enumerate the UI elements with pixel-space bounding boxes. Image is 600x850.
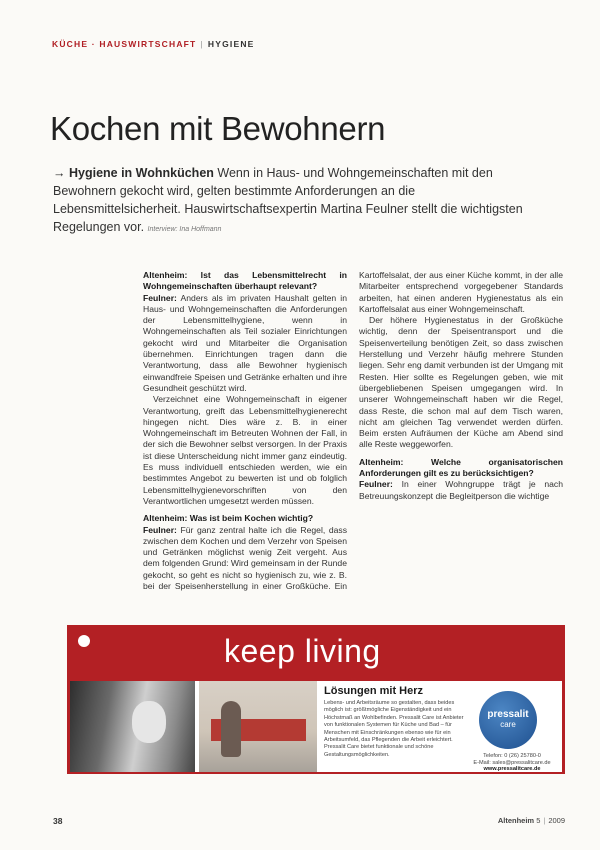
answer-text: Der höhere Hygienestatus in der Großküche wichtig, denn der Speisentransport und die Speisenverteilung benötigen Zeit, so dass zwischen Herstellung und Verzehr häufig mehrere Stunden liegen. Sehr eng damit verbunden ist der Umgang mit Resten. Hier sollte es Regelungen geben, wie mit übergebliebenen Speisen umgegangen wird. In unserer Wohngemeinschaft haben wir die Regel, dass Reste, die schon mal auf dem Tisch waren, nicht am gleichen Tag verwendet werden dürfen. Beim ersten Aufräumen der Küche am Abend sind alle Reste weggeworfen. (359, 315, 563, 450)
advertisement[interactable] (67, 625, 565, 774)
magazine-name: Altenheim (497, 816, 535, 825)
answer-speaker: Feulner: (143, 524, 177, 535)
page-number: 38 (53, 816, 63, 826)
answer-paragraph (143, 394, 347, 507)
article-body (143, 270, 563, 596)
lead-text: Wenn in Haus- und Wohngemeinschaften mit den Bewohnern gekocht wird, gelten bestimmte Anforderungen an die Lebensmittelsicherheit. Hauswirtschaftsexpertin Martina Feulner stellt die wichtigsten Regelungen vor. (53, 166, 523, 234)
running-footer (498, 816, 565, 825)
contact-email[interactable]: E-Mail: sales@pressalitcare.de (473, 759, 551, 766)
answer-text: Für ganz zentral halte ich die Regel, dass zwischen dem Kochen und dem Verzehr von Speisen und Getränken möglichst wenig Zeit vergeht. Aus dem folgenden Grund: Wird gemeinsam in der Runde gekocht, so geht es nicht so hygienisch zu, wie z. B. bei der Speisenherstellung in einer Großküche. Ein Kartoffelsalat, der aus einer Küche kommt, in der alle Mitarbeiter entsprechend vorgegebener Standards arbeiten, hat einen anderen Hygienestatus als ein Kartoffelsalat aus einer Wohngemeinschaft. (143, 270, 563, 592)
article-lead (53, 164, 538, 239)
contact-phone: Telefon: 0 (26) 25780-0 (483, 753, 541, 759)
contact-website-link[interactable]: www.pressalitcare.de (483, 766, 541, 773)
ad-contact (466, 753, 558, 773)
answer-paragraph (359, 315, 563, 451)
section-kicker (52, 39, 255, 49)
ad-headline: Lösungen mit Herz (324, 685, 424, 697)
interview-answer (143, 293, 347, 508)
lead-heading: Hygiene in Wohnküchen (68, 166, 214, 180)
interview-question: Altenheim: Ist das Lebensmittelrecht in Wohngemeinschaften überhaupt relevant? (143, 270, 347, 292)
kitchen-person-shape (221, 701, 241, 757)
lead-arrow-icon: → (53, 166, 66, 180)
answer-speaker: Feulner: (143, 292, 177, 303)
issue-number: 5 (536, 816, 541, 825)
answer-paragraph (143, 293, 347, 395)
answer-text: Verzeichnet eine Wohngemeinschaft in eigener Verantwortung, greift das Lebensmittelhygienerecht hingegen nicht. Dies wäre z. B. in einer Wohngemeinschaft im Betreuten Wohnen der Fall, in der sich die Bewohner selbst versorgen. In der Praxis ist diese Unterscheidung nicht immer ganz eindeutig. Es muss individuell entschieden werden, wie ein bestimmtes Angebot zu bewerten ist und ob folglich Lebensmittelhygienevorschriften von den Verantwortlichen umgesetzt werden müssen. (143, 394, 347, 506)
interview-answer (359, 479, 563, 502)
section-label: KÜCHE · HAUSWIRTSCHAFT (52, 39, 197, 49)
qa-block (143, 270, 347, 507)
logo-word-sub: care (500, 720, 516, 729)
pressalit-care-logo (479, 691, 537, 749)
interview-question: Altenheim: Was ist beim Kochen wichtig? (143, 513, 314, 524)
ad-photo-portrait (70, 681, 195, 772)
issue-year: 2009 (548, 816, 565, 825)
ad-dot-icon (78, 635, 90, 647)
footer-separator: | (543, 816, 546, 825)
ad-photo-kitchen (199, 681, 317, 772)
ad-text-block (324, 685, 474, 759)
interview-question: Altenheim: Welche organisatorischen Anforderungen gilt es zu berücksichtigen? (359, 456, 563, 479)
logo-word-main: pressalit (487, 709, 529, 720)
qa-block (359, 457, 563, 502)
answer-speaker: Feulner: (359, 479, 393, 490)
kicker-separator: | (200, 39, 204, 49)
answer-paragraph (359, 479, 563, 502)
answer-text: Anders als im privaten Haushalt gelten in Haus- und Wohngemeinschaften die Anforderungen der Lebensmittelhygiene, wenn in Wohngemeinschaften als Teil sozialer Einrichtungen gekocht wird und Mitarbeiter die Organisation übernehmen. Einrichtungen tragen dann die Verantwortung, dass alle Bewohner hygienisch einwandfreie Speisen und Getränke erhalten und ihre Gesundheit geschützt wird. (143, 292, 347, 393)
answer-text: In einer Wohngruppe trägt je nach Betreuungskonzept die Begleitperson die wichtige (359, 479, 564, 501)
article-title: Kochen mit Bewohnern (50, 110, 386, 147)
byline: Interview: Ina Hoffmann (147, 226, 222, 233)
ad-slogan: keep living (224, 633, 381, 669)
ad-body-text: Lebens- und Arbeitsräume so gestalten, dass beides möglich ist: größtmögliche Eigenständigkeit und ein Höchstmaß an Wohlbefinden. Pressalit Care ist Anbieter von funktionalen Systemen für Küche und Bad – für Menschen mit Einschränkungen ebenso wie für ein Arbeitsumfeld, das Pflegenden die Arbeit erleichtert. Pressalit Care bietet funktionale und schöne Gestaltungsmöglichkeiten. (324, 700, 464, 758)
topic-label: HYGIENE (207, 39, 255, 49)
ad-content-panel (70, 681, 562, 772)
portrait-face-shape (132, 701, 166, 743)
